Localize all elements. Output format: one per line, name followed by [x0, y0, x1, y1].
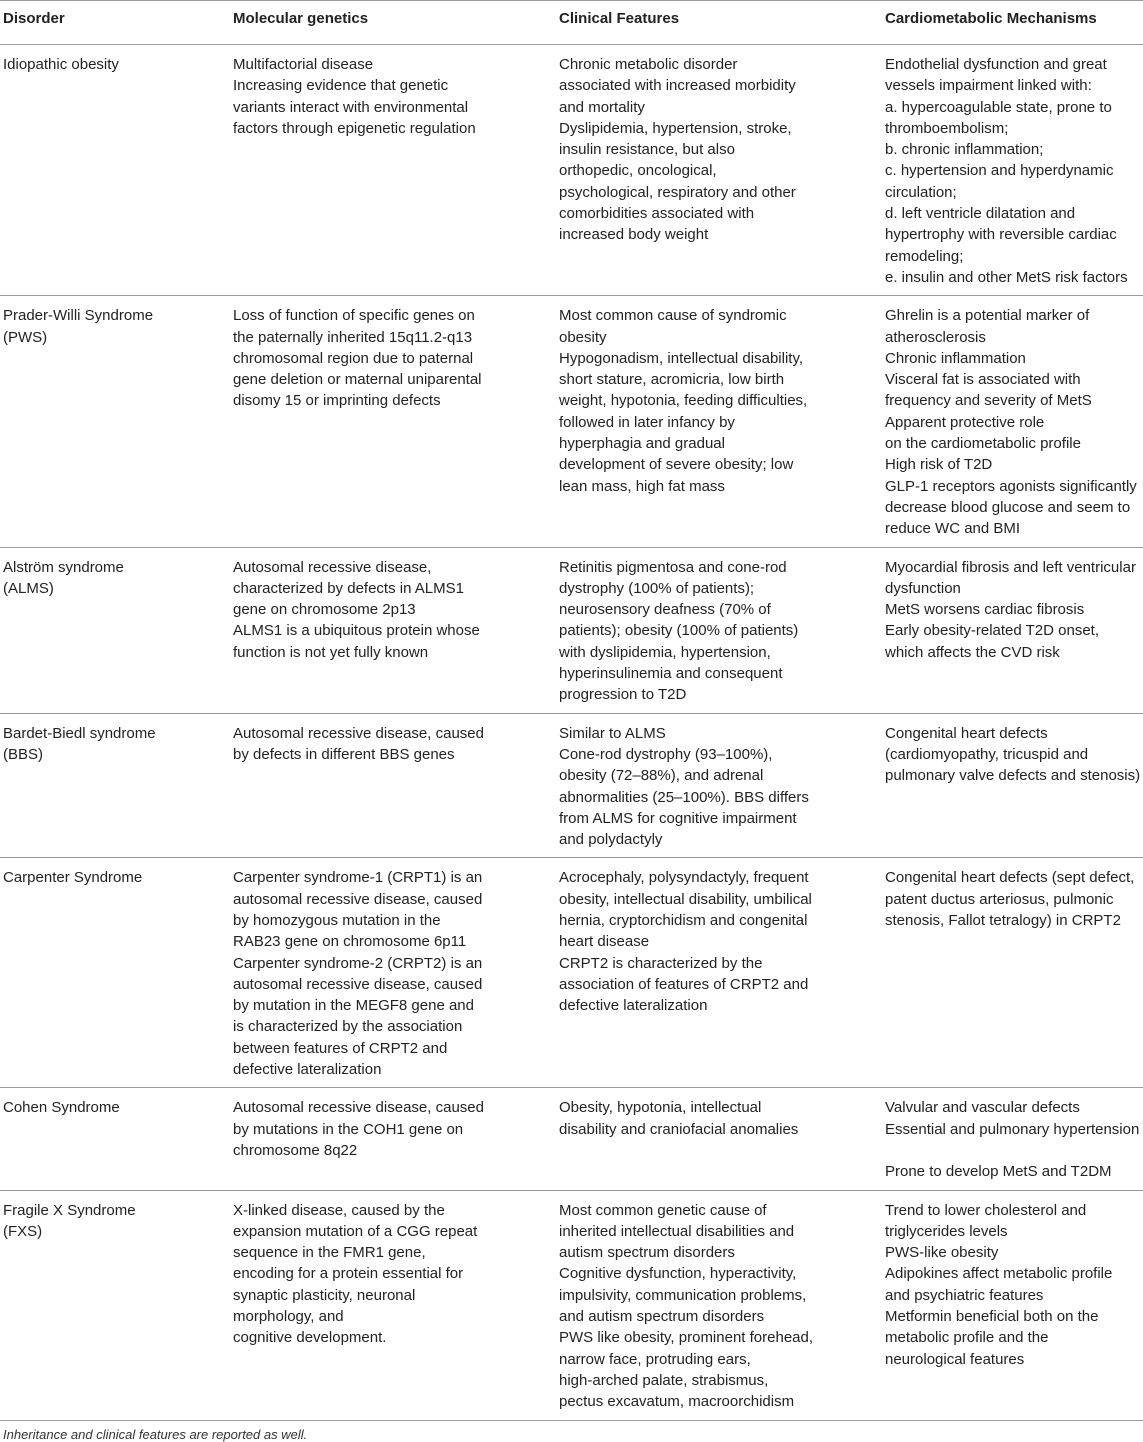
cell-line: Increasing evidence that genetic [233, 77, 449, 95]
cell-line: obesity, intellectual disability, umbilical [559, 890, 812, 908]
table-body [0, 45, 1143, 1421]
cell-line: psychological, respiratory and other [559, 183, 796, 201]
cell-clinical-features [558, 1088, 884, 1189]
cell-line: associated with increased morbidity [559, 77, 796, 95]
cell-line: Congenital heart defects [885, 724, 1048, 742]
cell-line: Early obesity-related T2D onset, [885, 622, 1099, 640]
cell-line: Cone-rod dystrophy (93–100%), [559, 745, 773, 763]
cell-line: between features of CRPT2 and [233, 1039, 448, 1057]
cell-line: (FXS) [3, 1222, 43, 1240]
cell-line: lean mass, high fat mass [559, 477, 725, 495]
cell-line: Autosomal recessive disease, [233, 558, 432, 576]
cell-line: disomy 15 or imprinting defects [233, 392, 441, 410]
cell-line: remodeling; [885, 247, 964, 265]
cell-line: expansion mutation of a CGG repeat [233, 1222, 478, 1240]
cell-line: autosomal recessive disease, caused [233, 975, 483, 993]
cell-line: factors through epigenetic regulation [233, 119, 476, 137]
cell-line: Bardet-Biedl syndrome [3, 724, 156, 742]
cell-line: and polydactyly [559, 831, 663, 849]
cell-line: neurosensory deafness (70% of [559, 601, 771, 619]
cell-line: ALMS1 is a ubiquitous protein whose [233, 622, 480, 640]
cell-line: neurological features [885, 1350, 1025, 1368]
cell-line: and autism spectrum disorders [559, 1308, 765, 1326]
cell-line: Ghrelin is a potential marker of [885, 307, 1090, 325]
cell-line: autosomal recessive disease, caused [233, 890, 483, 908]
cell-line: Carpenter syndrome-1 (CRPT1) is an [233, 869, 483, 887]
cell-line: Acrocephaly, polysyndactyly, frequent [559, 869, 809, 887]
cell-disorder [0, 45, 232, 295]
cell-line: Chronic inflammation [885, 349, 1026, 367]
cell-line: chromosomal region due to paternal [233, 349, 474, 367]
table-row [0, 1088, 1143, 1190]
cell-clinical-features [558, 1191, 884, 1420]
cell-line: PWS like obesity, prominent forehead, [559, 1329, 814, 1347]
header-molecular-genetics: Molecular genetics [233, 10, 369, 28]
cell-clinical-features [558, 548, 884, 713]
cell-line: a. hypercoagulable state, prone to [885, 98, 1112, 116]
cell-line: the paternally inherited 15q11.2-q13 [233, 328, 473, 346]
cell-line: obesity [559, 328, 607, 346]
cell-line: Cohen Syndrome [3, 1099, 120, 1117]
cell-line: by mutations in the COH1 gene on [233, 1120, 464, 1138]
cell-line: c. hypertension and hyperdynamic [885, 162, 1114, 180]
cell-line: Metformin beneficial both on the [885, 1308, 1099, 1326]
cell-line: Cognitive dysfunction, hyperactivity, [559, 1265, 797, 1283]
table-row [0, 714, 1143, 859]
cell-disorder [0, 1088, 232, 1189]
cell-line: association of features of CRPT2 and [559, 975, 809, 993]
cell-line: RAB23 gene on chromosome 6p11 [233, 933, 467, 951]
cell-molecular-genetics [232, 1191, 558, 1420]
cell-line: hernia, cryptorchidism and congenital [559, 911, 808, 929]
cell-cardiometabolic-mechanisms [884, 858, 1143, 1087]
cell-line: weight, hypotonia, feeding difficulties, [559, 392, 808, 410]
cell-line: frequency and severity of MetS [885, 392, 1092, 410]
header-clinical-features: Clinical Features [559, 10, 680, 28]
cell-line: Congenital heart defects (sept defect, [885, 869, 1135, 887]
cell-line: with dyslipidemia, hypertension, [559, 643, 771, 661]
cell-line: Carpenter Syndrome [3, 869, 143, 887]
cell-line: dysfunction [885, 579, 961, 597]
cell-line: by defects in different BBS genes [233, 745, 455, 763]
cell-line: gene on chromosome 2p13 [233, 601, 416, 619]
cell-line: morphology, and [233, 1308, 344, 1326]
cell-line: autism spectrum disorders [559, 1244, 735, 1262]
cell-line: inherited intellectual disabilities and [559, 1222, 795, 1240]
cell-line: Apparent protective role [885, 413, 1045, 431]
cell-line: GLP-1 receptors agonists significantly [885, 477, 1137, 495]
cell-line: Visceral fat is associated with [885, 371, 1081, 389]
cell-line: X-linked disease, caused by the [233, 1201, 445, 1219]
cell-line: MetS worsens cardiac fibrosis [885, 601, 1085, 619]
cell-line: reduce WC and BMI [885, 520, 1021, 538]
cell-line: Myocardial fibrosis and left ventricular [885, 558, 1136, 576]
table-row [0, 858, 1143, 1088]
table-row [0, 548, 1143, 714]
cell-line: increased body weight [559, 226, 709, 244]
cell-line: pectus excavatum, macroorchidism [559, 1393, 795, 1411]
cell-line: narrow face, protruding ears, [559, 1350, 751, 1368]
cell-line: hyperinsulinemia and consequent [559, 665, 783, 683]
cell-line: dystrophy (100% of patients); [559, 579, 755, 597]
cell-line: Dyslipidemia, hypertension, stroke, [559, 119, 792, 137]
cell-disorder [0, 1191, 232, 1420]
cell-line: circulation; [885, 183, 957, 201]
cell-molecular-genetics [232, 858, 558, 1087]
cell-molecular-genetics [232, 296, 558, 546]
cell-molecular-genetics [232, 45, 558, 295]
cell-line: e. insulin and other MetS risk factors [885, 268, 1128, 286]
cell-line: by homozygous mutation in the [233, 911, 441, 929]
cell-line: variants interact with environmental [233, 98, 469, 116]
cell-line: patent ductus arteriosus, pulmonic [885, 890, 1114, 908]
cell-line: PWS-like obesity [885, 1244, 999, 1262]
cell-line: sequence in the FMR1 gene, [233, 1244, 426, 1262]
cell-line: CRPT2 is characterized by the [559, 954, 763, 972]
cell-line: hyperphagia and gradual [559, 435, 725, 453]
header-disorder: Disorder [3, 10, 65, 28]
cell-disorder [0, 858, 232, 1087]
cell-line: disability and craniofacial anomalies [559, 1120, 799, 1138]
cell-line: Similar to ALMS [559, 724, 666, 742]
cell-line: short stature, acromicria, low birth [559, 371, 785, 389]
cell-line: by mutation in the MEGF8 gene and [233, 997, 474, 1015]
table-row [0, 45, 1143, 296]
cell-line: atherosclerosis [885, 328, 986, 346]
cell-disorder [0, 714, 232, 858]
cell-line: (BBS) [3, 745, 44, 763]
cell-cardiometabolic-mechanisms [884, 1191, 1143, 1420]
cell-clinical-features [558, 714, 884, 858]
cell-line: b. chronic inflammation; [885, 141, 1044, 159]
cell-line: Fragile X Syndrome [3, 1201, 136, 1219]
cell-line: vessels impairment linked with: [885, 77, 1092, 95]
cell-clinical-features [558, 45, 884, 295]
header-cardiometabolic-mechanisms: Cardiometabolic Mechanisms [885, 10, 1097, 28]
cell-line: Multifactorial disease [233, 56, 374, 73]
cell-line: triglycerides levels [885, 1222, 1008, 1240]
table-row [0, 1191, 1143, 1421]
cell-line: High risk of T2D [885, 456, 993, 474]
cell-cardiometabolic-mechanisms [884, 1088, 1143, 1189]
cell-line: high-arched palate, strabismus, [559, 1371, 769, 1389]
cell-cardiometabolic-mechanisms [884, 296, 1143, 546]
cell-line: Endothelial dysfunction and great [885, 56, 1107, 73]
cell-line: Hypogonadism, intellectual disability, [559, 349, 804, 367]
cell-line: d. left ventricle dilatation and [885, 205, 1076, 223]
cell-line: comorbidities associated with [559, 205, 755, 223]
cell-molecular-genetics [232, 1088, 558, 1189]
cell-line: (cardiomyopathy, tricuspid and [885, 745, 1089, 763]
cell-line: obesity (72–88%), and adrenal [559, 767, 764, 785]
cell-line: Chronic metabolic disorder [559, 56, 738, 73]
cell-cardiometabolic-mechanisms [884, 45, 1143, 295]
cell-line: patients); obesity (100% of patients) [559, 622, 799, 640]
cell-line: Obesity, hypotonia, intellectual [559, 1099, 762, 1117]
cell-line: encoding for a protein essential for [233, 1265, 464, 1283]
cell-line: Prader-Willi Syndrome [3, 307, 154, 325]
cell-cardiometabolic-mechanisms [884, 714, 1143, 858]
cell-line: metabolic profile and the [885, 1329, 1049, 1347]
cell-line: and mortality [559, 98, 645, 116]
cell-disorder [0, 548, 232, 713]
cell-line: Trend to lower cholesterol and [885, 1201, 1087, 1219]
cell-line: from ALMS for cognitive impairment [559, 809, 797, 827]
cell-line: progression to T2D [559, 686, 687, 704]
cell-clinical-features [558, 858, 884, 1087]
cell-line: chromosome 8q22 [233, 1141, 358, 1159]
cell-line: impulsivity, communication problems, [559, 1286, 807, 1304]
cell-line: cognitive development. [233, 1329, 387, 1347]
cell-line: Autosomal recessive disease, caused [233, 1099, 484, 1117]
cell-line: followed in later infancy by [559, 413, 735, 431]
cell-line: Alström syndrome [3, 558, 124, 576]
cell-line: Retinitis pigmentosa and cone-rod [559, 558, 787, 576]
table-footnote: Inheritance and clinical features are reported as well. [3, 1426, 308, 1442]
cell-line: Adipokines affect metabolic profile [885, 1265, 1113, 1283]
cell-line: (PWS) [3, 328, 48, 346]
cell-line: on the cardiometabolic profile [885, 435, 1081, 453]
cell-line: Idiopathic obesity [3, 56, 119, 73]
cell-line: function is not yet fully known [233, 643, 429, 661]
cell-line: gene deletion or maternal uniparental [233, 371, 482, 389]
cell-line: Valvular and vascular defects [885, 1099, 1080, 1117]
cell-molecular-genetics [232, 714, 558, 858]
cell-line: which affects the CVD risk [885, 643, 1060, 661]
cell-line: Most common cause of syndromic [559, 307, 787, 325]
cell-line: defective lateralization [559, 997, 708, 1015]
cell-line: characterized by defects in ALMS1 [233, 579, 464, 597]
table-row [0, 296, 1143, 547]
cell-line: Essential and pulmonary hypertension [885, 1120, 1140, 1138]
cell-line: (ALMS) [3, 579, 54, 597]
blank-line [885, 1140, 1143, 1161]
cell-line: insulin resistance, but also [559, 141, 735, 159]
cell-line: abnormalities (25–100%). BBS differs [559, 788, 809, 806]
cell-cardiometabolic-mechanisms [884, 548, 1143, 713]
cell-line: stenosis, Fallot tetralogy) in CRPT2 [885, 911, 1121, 929]
cell-line: hypertrophy with reversible cardiac [885, 226, 1117, 244]
cell-line: Prone to develop MetS and T2DM [885, 1163, 1112, 1181]
cell-disorder [0, 296, 232, 546]
table-header-row [0, 0, 1143, 45]
cell-molecular-genetics [232, 548, 558, 713]
cell-line: Loss of function of specific genes on [233, 307, 475, 325]
cell-clinical-features [558, 296, 884, 546]
cell-line: development of severe obesity; low [559, 456, 794, 474]
cell-line: decrease blood glucose and seem to [885, 498, 1131, 516]
cell-line: Carpenter syndrome-2 (CRPT2) is an [233, 954, 483, 972]
cell-line: defective lateralization [233, 1061, 382, 1079]
cell-line: Most common genetic cause of [559, 1201, 767, 1219]
cell-line: pulmonary valve defects and stenosis) [885, 767, 1141, 785]
cell-line: synaptic plasticity, neuronal [233, 1286, 416, 1304]
cell-line: Autosomal recessive disease, caused [233, 724, 484, 742]
cell-line: thromboembolism; [885, 119, 1009, 137]
cell-line: orthopedic, oncological, [559, 162, 717, 180]
cell-line: is characterized by the association [233, 1018, 463, 1036]
cell-line: and psychiatric features [885, 1286, 1044, 1304]
cell-line: heart disease [559, 933, 650, 951]
